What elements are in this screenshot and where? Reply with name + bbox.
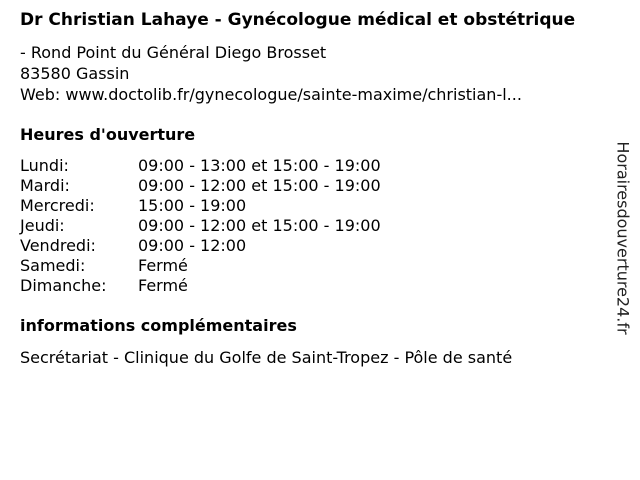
day-hours: 09:00 - 13:00 et 15:00 - 19:00 <box>138 156 381 175</box>
day-hours: 15:00 - 19:00 <box>138 196 247 215</box>
info-text: Secrétariat - Clinique du Golfe de Saint-Tropez - Pôle de santé <box>20 348 513 367</box>
site-watermark: Horairesdouverture24.fr <box>613 141 633 335</box>
website-link[interactable]: Web: www.doctolib.fr/gynecologue/sainte-maxime/christian-l... <box>20 85 522 104</box>
day-label: Mercredi: <box>20 196 95 215</box>
hours-table <box>20 156 608 296</box>
hours-row-monday <box>20 156 608 176</box>
hours-row-thursday <box>20 216 608 236</box>
business-card <box>20 10 608 368</box>
day-label: Mardi: <box>20 176 70 195</box>
address-street: - Rond Point du Général Diego Brosset <box>20 43 327 62</box>
day-label: Samedi: <box>20 256 86 275</box>
address-city: 83580 Gassin <box>20 64 130 83</box>
page-title: Dr Christian Lahaye - Gynécologue médical et obstétrique <box>20 10 576 30</box>
hours-heading: Heures d'ouverture <box>20 125 196 144</box>
day-hours: Fermé <box>138 256 188 275</box>
address-block <box>20 42 608 105</box>
day-label: Lundi: <box>20 156 69 175</box>
hours-row-wednesday <box>20 196 608 216</box>
day-label: Dimanche: <box>20 276 107 295</box>
hours-row-tuesday <box>20 176 608 196</box>
info-heading: informations complémentaires <box>20 316 297 335</box>
day-label: Vendredi: <box>20 236 96 255</box>
day-hours: 09:00 - 12:00 et 15:00 - 19:00 <box>138 216 381 235</box>
hours-row-friday <box>20 236 608 256</box>
day-hours: 09:00 - 12:00 <box>138 236 247 255</box>
day-label: Jeudi: <box>20 216 65 235</box>
hours-row-sunday <box>20 276 608 296</box>
day-hours: Fermé <box>138 276 188 295</box>
hours-row-saturday <box>20 256 608 276</box>
day-hours: 09:00 - 12:00 et 15:00 - 19:00 <box>138 176 381 195</box>
